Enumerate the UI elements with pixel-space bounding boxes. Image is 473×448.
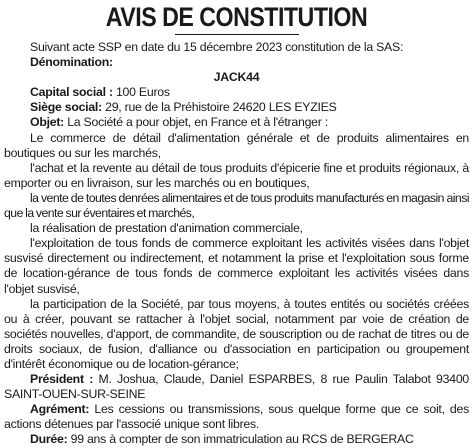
president-line <box>4 372 469 402</box>
capital-line <box>4 85 469 100</box>
duree-label: Durée: <box>30 432 68 447</box>
objet-item: la vente de toutes denrées alimentaires et de tous produits manufacturés en magasin ainsi que la vente sur éventaires et marchés, <box>4 190 469 221</box>
siege-label: Siège social: <box>30 100 102 115</box>
notice-body <box>4 40 469 448</box>
agrement-line <box>4 402 469 432</box>
objet-item: la réalisation de prestation d'animation commerciale, <box>30 221 303 236</box>
siege-value: 29, rue de la Préhistoire 24620 LES EYZIES <box>101 100 337 115</box>
denomination-label: Dénomination: <box>30 55 113 70</box>
agrement-value: Les cessions ou transmissions, sous quelque forme que ce soit, des actions détenues par l'associé unique sont libres. <box>4 402 469 432</box>
denomination-value: JACK44 <box>213 70 260 85</box>
capital-value: 100 Euros <box>112 85 170 100</box>
capital-label: Capital social : <box>30 85 113 100</box>
siege-line <box>4 100 469 115</box>
intro-paragraph: Suivant acte SSP en date du 15 décembre 2023 constitution de la SAS: <box>30 40 404 54</box>
objet-item: Le commerce de détail d'alimentation générale et de produits alimentaires en boutiques ou sur les marchés, <box>4 130 469 160</box>
president-value: M. Joshua, Claude, Daniel ESPARBES, 8 rue Paulin Talabot 93400 SAINT-OUEN-SUR-SEINE <box>4 372 469 402</box>
objet-item: la participation de la Société, par tous moyens, à toutes entités ou sociétés créées ou à créer, pouvant se rattacher à l'objet social, notamment par voie de création de sociétés nouvelles, d'apport, de commandite, de souscription ou de rachat de titres ou de droits sociaux, de fusion, d'alliance ou d'association en participation ou groupement d'intérêt économique ou de location-gérance; <box>4 296 469 371</box>
objet-item: l'exploitation de tous fonds de commerce exploitant les activités visées dans l'objet susvisé directement ou indirectement, et notamment la prise et l'exploitation sous forme de location-gérance de tous fonds de commerce exploitant les activités visées dans l'objet susvisé, <box>4 236 469 296</box>
duree-value: 99 ans à compter de son immatriculation au RCS de BERGERAC <box>67 432 414 447</box>
title-underline <box>175 34 299 35</box>
president-label: Président : <box>30 372 94 387</box>
objet-value: La Société a pour objet, en France et à l'étranger : <box>64 115 328 130</box>
objet-line <box>4 115 469 130</box>
objet-label: Objet: <box>30 115 65 130</box>
notice-title: AVIS DE CONSTITUTION <box>105 2 368 32</box>
objet-item: l'achat et la revente au détail de tous produits d'épicerie fine et produits régionaux, à emporter ou en livraison, sur les marchés ou en boutiques, <box>4 160 469 190</box>
agrement-label: Agrément: <box>30 402 90 417</box>
